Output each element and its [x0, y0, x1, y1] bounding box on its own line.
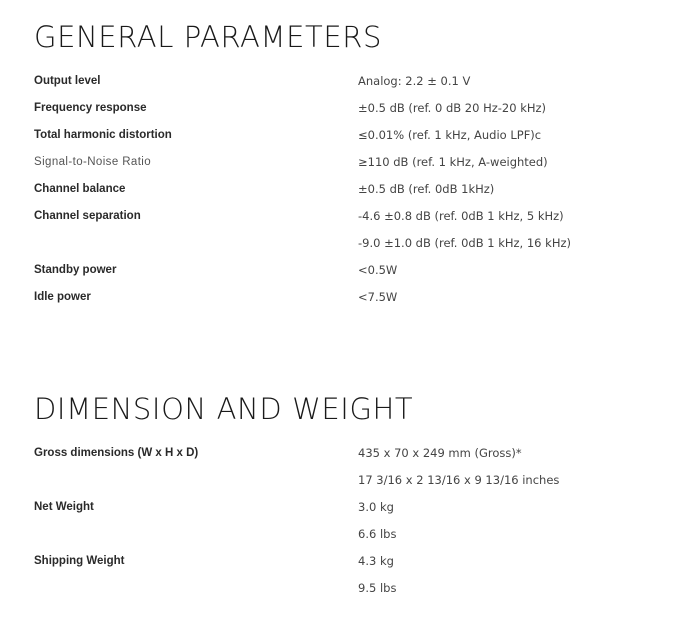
- spec-value: 3.0 kg: [358, 500, 394, 514]
- spec-value: ≤0.01% (ref. 1 kHz, Audio LPF)c: [358, 128, 542, 142]
- spec-row-channel-separation: [34, 203, 692, 230]
- spec-row-thd: [34, 122, 692, 149]
- spec-value: ≥110 dB (ref. 1 kHz, A-weighted): [358, 155, 548, 169]
- spec-value: <7.5W: [358, 290, 398, 304]
- spec-value: ±0.5 dB (ref. 0 dB 20 Hz-20 kHz): [358, 101, 547, 115]
- spec-label: Signal-to-Noise Ratio: [34, 156, 152, 168]
- spec-value: 4.3 kg: [358, 554, 394, 568]
- spec-row-net-weight-lbs: [34, 521, 692, 548]
- spec-label: Frequency response: [34, 102, 147, 114]
- spec-label: Total harmonic distortion: [34, 129, 172, 141]
- spec-value: Analog: 2.2 ± 0.1 V: [358, 74, 471, 88]
- general-parameters-title: GENERAL PARAMETERS: [34, 20, 383, 54]
- spec-value: -9.0 ±1.0 dB (ref. 0dB 1 kHz, 16 kHz): [358, 236, 571, 250]
- general-parameters-section: [34, 18, 692, 311]
- spec-row-standby-power: [34, 257, 692, 284]
- spec-value: ±0.5 dB (ref. 0dB 1kHz): [358, 182, 495, 196]
- spec-label: Shipping Weight: [34, 555, 125, 567]
- spec-label: Channel separation: [34, 210, 141, 222]
- spec-row-snr: [34, 149, 692, 176]
- spec-label: Standby power: [34, 264, 117, 276]
- spec-row-gross-dimensions: [34, 440, 692, 467]
- spec-row-channel-balance: [34, 176, 692, 203]
- spec-value: 6.6 lbs: [358, 527, 397, 541]
- spec-label: Output level: [34, 75, 101, 87]
- spec-label: Gross dimensions (W x H x D): [34, 447, 199, 459]
- spec-row-shipping-weight: [34, 548, 692, 575]
- spec-row-gross-dimensions-inches: [34, 467, 692, 494]
- spec-row-output-level: [34, 68, 692, 95]
- spec-value: 17 3/16 x 2 13/16 x 9 13/16 inches: [358, 473, 560, 487]
- dimension-weight-table: [34, 440, 692, 602]
- spec-row-net-weight: [34, 494, 692, 521]
- spec-value: -4.6 ±0.8 dB (ref. 0dB 1 kHz, 5 kHz): [358, 209, 564, 223]
- dimension-weight-section: [34, 390, 692, 602]
- spec-value: 9.5 lbs: [358, 581, 397, 595]
- spec-row-shipping-weight-lbs: [34, 575, 692, 602]
- spec-row-frequency-response: [34, 95, 692, 122]
- spec-label: Idle power: [34, 291, 91, 303]
- spec-row-channel-separation-2: [34, 230, 692, 257]
- general-parameters-table: [34, 68, 692, 311]
- spec-value: <0.5W: [358, 263, 398, 277]
- spec-label: Net Weight: [34, 501, 94, 513]
- dimension-weight-title: DIMENSION AND WEIGHT: [34, 392, 414, 426]
- spec-label: Channel balance: [34, 183, 126, 195]
- spec-row-idle-power: [34, 284, 692, 311]
- spec-value: 435 x 70 x 249 mm (Gross)*: [358, 446, 522, 460]
